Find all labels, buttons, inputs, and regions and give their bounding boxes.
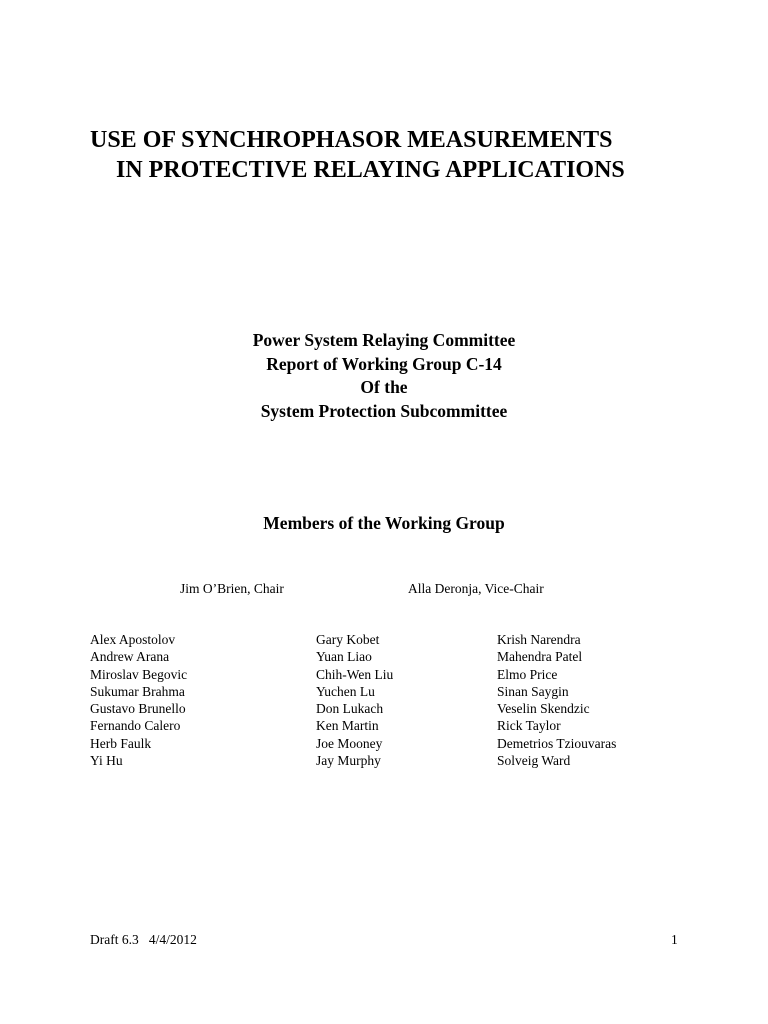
committee-line-1: Power System Relaying Committee [252,330,516,350]
member-name: Elmo Price [497,666,558,682]
members-heading: Members of the Working Group [263,513,505,533]
member-name: Jay Murphy [316,753,381,769]
member-name: Yuchen Lu [316,683,375,699]
member-name: Demetrios Tziouvaras [497,735,617,751]
member-name: Yi Hu [90,753,123,769]
title-line-2: IN PROTECTIVE RELAYING APPLICATIONS [116,157,625,183]
member-name: Don Lukach [316,701,384,717]
committee-line-2: Report of Working Group C-14 [266,353,502,374]
committee-line-4: System Protection Subcommittee [260,400,508,421]
member-name: Gary Kobet [316,632,380,647]
title-line-1: USE OF SYNCHROPHASOR MEASUREMENTS [90,127,613,153]
member-name: Yuan Liao [316,649,372,665]
member-name: Andrew Arana [90,649,170,665]
member-name: Miroslav Begovic [90,666,188,682]
vice-chair-name: Alla Deronja, Vice-Chair [408,581,544,596]
member-name: Chih-Wen Liu [316,666,394,682]
member-name: Solveig Ward [497,753,571,769]
member-name: Sinan Saygin [497,683,569,699]
members-column-3 [497,631,616,769]
draft-version-footer: Draft 6.3 4/4/2012 [90,932,197,947]
committee-line-3: Of the [360,377,408,397]
members-column-1 [90,631,187,769]
member-name: Joe Mooney [316,735,383,751]
member-name: Krish Narendra [497,632,581,647]
member-name: Rick Taylor [497,718,561,734]
member-name: Alex Apostolov [90,632,176,647]
member-name: Fernando Calero [90,718,181,734]
chair-name: Jim O’Brien, Chair [180,581,284,596]
member-name: Mahendra Patel [497,649,583,665]
member-name: Veselin Skendzic [497,701,590,717]
member-name: Gustavo Brunello [90,701,186,717]
member-name: Herb Faulk [90,735,152,751]
members-column-2 [316,631,393,769]
page-number: 1 [671,932,678,947]
member-name: Ken Martin [316,718,379,734]
committee-block [0,329,768,423]
member-name: Sukumar Brahma [90,683,185,699]
document-title [90,125,625,185]
